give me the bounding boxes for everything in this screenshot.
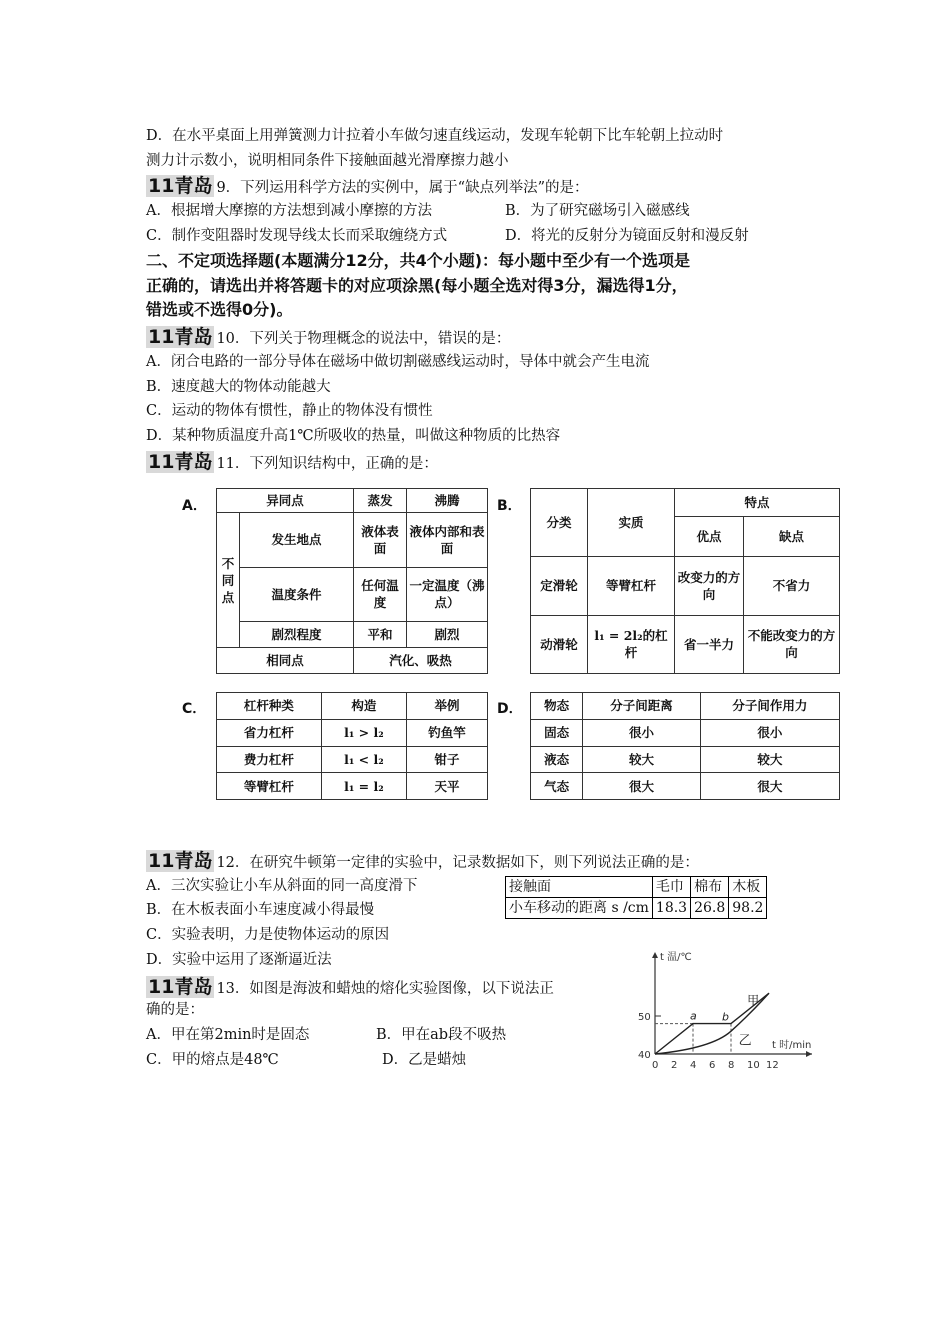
cell: 分子间距离 bbox=[583, 693, 701, 720]
q11-table-a-label: A． bbox=[182, 498, 207, 514]
point-label-a: a bbox=[690, 1009, 697, 1023]
cell: 分子间作用力 bbox=[700, 693, 839, 720]
cell: 剧烈程度 bbox=[240, 622, 354, 648]
q10-stem-text: 10．下列关于物理概念的说法中，错误的是： bbox=[216, 331, 511, 347]
q9-option-b: B．为了研究磁场引入磁感线 bbox=[505, 203, 690, 219]
q10-option-d: D．某种物质温度升高1℃所吸收的热量，叫做这种物质的比热容 bbox=[146, 428, 561, 444]
cell: 很大 bbox=[700, 773, 839, 800]
section2-heading-line2: 正确的，请选出并将答题卡的对应项涂黑(每小题全选对得3分，漏选得1分， bbox=[146, 276, 688, 295]
cell: 棉布 bbox=[691, 877, 729, 898]
cell: 木板 bbox=[729, 877, 767, 898]
q10-option-c: C．运动的物体有惯性，静止的物体没有惯性 bbox=[146, 403, 433, 419]
cell: 一定温度（沸点） bbox=[407, 567, 488, 622]
cell: 改变力的方向 bbox=[675, 557, 744, 616]
q11-table-d bbox=[530, 692, 840, 800]
q11-stem bbox=[146, 451, 438, 474]
cell: 实质 bbox=[588, 489, 675, 557]
cell: 举例 bbox=[406, 693, 487, 720]
cell: 等臂杠杆 bbox=[588, 557, 675, 616]
cell: l₁ > l₂ bbox=[321, 719, 406, 746]
cell: 发生地点 bbox=[240, 513, 354, 568]
q9-stem bbox=[146, 175, 589, 198]
cell: 较大 bbox=[583, 746, 701, 773]
q8-option-d-line2: 测力计示数小，说明相同条件下接触面越光滑摩擦力越小 bbox=[146, 153, 509, 169]
cell: 液体内部和表面 bbox=[407, 513, 488, 568]
cell: 钳子 bbox=[406, 746, 487, 773]
q10-option-b: B．速度越大的物体动能越大 bbox=[146, 379, 331, 395]
y-axis-arrow bbox=[652, 952, 658, 958]
x-tick-label: 10 bbox=[747, 1060, 760, 1071]
cell: 固态 bbox=[531, 719, 583, 746]
cell: 不能改变力的方向 bbox=[744, 615, 840, 674]
q12-stem-text: 12．在研究牛顿第一定律的实验中，记录数据如下，则下列说法正确的是： bbox=[216, 855, 699, 871]
q12-option-c: C．实验表明，力是使物体运动的原因 bbox=[146, 927, 390, 943]
cell: 温度条件 bbox=[240, 567, 354, 622]
cell: 不省力 bbox=[744, 557, 840, 616]
y-tick-label: 50 bbox=[638, 1012, 651, 1023]
q12-source-tag: 11青岛 bbox=[148, 850, 213, 872]
cell: 异同点 bbox=[217, 489, 354, 513]
q9-source-tag: 11青岛 bbox=[148, 175, 213, 197]
cell: l₁ = 2l₂的杠杆 bbox=[588, 615, 675, 674]
q9-option-c: C．制作变阻器时发现导线太长而采取缠绕方式 bbox=[146, 228, 448, 244]
x-tick-label: 2 bbox=[671, 1060, 678, 1071]
q9-option-a: A．根据增大摩擦的方法想到减小摩擦的方法 bbox=[146, 203, 432, 219]
cell: 不同点 bbox=[217, 513, 240, 648]
cell: 接触面 bbox=[506, 877, 653, 898]
q11-source-tag: 11青岛 bbox=[148, 451, 213, 473]
q10-stem bbox=[146, 326, 510, 349]
series-label-jia: 甲 bbox=[747, 993, 760, 1008]
y-tick-label: 40 bbox=[638, 1050, 651, 1061]
q13-option-b: B．甲在ab段不吸热 bbox=[376, 1027, 507, 1043]
q13-stem-text1: 13．如图是海波和蜡烛的熔化实验图像，以下说法正 bbox=[216, 981, 554, 997]
q10-option-a: A．闭合电路的一部分导体在磁场中做切割磁感线运动时，导体中就会产生电流 bbox=[146, 354, 650, 370]
q9-option-d: D．将光的反射分为镜面反射和漫反射 bbox=[505, 228, 749, 244]
q11-stem-text: 11．下列知识结构中，正确的是： bbox=[216, 456, 438, 472]
cell: 物态 bbox=[531, 693, 583, 720]
q13-option-a: A．甲在第2min时是固态 bbox=[146, 1027, 310, 1043]
cell: 构造 bbox=[321, 693, 406, 720]
q8-option-d-line1: D．在水平桌面上用弹簧测力计拉着小车做匀速直线运动，发现车轮朝下比车轮朝上拉动时 bbox=[146, 128, 724, 144]
q11-table-b bbox=[530, 488, 840, 674]
q11-table-c-label: C． bbox=[182, 701, 207, 717]
cell: 小车移动的距离 s /cm bbox=[506, 898, 653, 919]
cell: 气态 bbox=[531, 773, 583, 800]
cell: 费力杠杆 bbox=[217, 746, 322, 773]
x-tick-label: 6 bbox=[709, 1060, 716, 1071]
x-axis-arrow bbox=[806, 1051, 812, 1057]
q11-table-c bbox=[216, 692, 488, 800]
point-label-b: b bbox=[722, 1010, 729, 1024]
cell: 很小 bbox=[583, 719, 701, 746]
q12-stem bbox=[146, 850, 699, 873]
q9-stem-text: 9．下列运用科学方法的实例中，属于“缺点列举法”的是： bbox=[216, 180, 589, 196]
cell: 毛巾 bbox=[652, 877, 690, 898]
x-tick-label: 8 bbox=[728, 1060, 735, 1071]
cell: 很大 bbox=[583, 773, 701, 800]
melting-graph bbox=[630, 948, 820, 1078]
section2-heading-line3: 错选或不选得0分)。 bbox=[146, 300, 293, 319]
cell: 26.8 bbox=[691, 898, 729, 919]
cell: 98.2 bbox=[729, 898, 767, 919]
cell: 平和 bbox=[354, 622, 407, 648]
q10-source-tag: 11青岛 bbox=[148, 326, 213, 348]
cell: 分类 bbox=[531, 489, 588, 557]
x-axis-label: t 时/min bbox=[772, 1040, 812, 1051]
cell: 等臂杠杆 bbox=[217, 773, 322, 800]
cell: 特点 bbox=[675, 489, 840, 517]
y-axis-label: t 温/℃ bbox=[660, 952, 692, 963]
cell: 优点 bbox=[675, 517, 744, 557]
cell: 省力杠杆 bbox=[217, 719, 322, 746]
q13-stem bbox=[146, 976, 554, 999]
x-tick-label: 0 bbox=[652, 1060, 659, 1071]
q13-option-d: D．乙是蜡烛 bbox=[382, 1052, 467, 1068]
cell: 动滑轮 bbox=[531, 615, 588, 674]
q11-table-b-label: B． bbox=[497, 498, 522, 514]
q13-option-c: C．甲的熔点是48℃ bbox=[146, 1052, 279, 1068]
cell: 定滑轮 bbox=[531, 557, 588, 616]
cell: 18.3 bbox=[652, 898, 690, 919]
q12-data-table bbox=[505, 876, 767, 919]
series-label-yi: 乙 bbox=[738, 1033, 752, 1049]
q11-table-a bbox=[216, 488, 488, 674]
cell: 省一半力 bbox=[675, 615, 744, 674]
cell: 缺点 bbox=[744, 517, 840, 557]
q12-option-a: A．三次实验让小车从斜面的同一高度滑下 bbox=[146, 878, 418, 894]
cell: 杠杆种类 bbox=[217, 693, 322, 720]
q12-option-d: D．实验中运用了逐渐逼近法 bbox=[146, 952, 332, 968]
cell: 很小 bbox=[700, 719, 839, 746]
section2-heading-line1: 二、不定项选择题(本题满分12分，共4个小题)：每小题中至少有一个选项是 bbox=[146, 251, 691, 270]
q12-option-b: B．在木板表面小车速度减小得最慢 bbox=[146, 902, 375, 918]
cell: 相同点 bbox=[217, 648, 354, 674]
cell: l₁ < l₂ bbox=[321, 746, 406, 773]
x-tick-label: 12 bbox=[766, 1060, 779, 1071]
cell: 汽化、吸热 bbox=[354, 648, 488, 674]
cell: 钓鱼竿 bbox=[406, 719, 487, 746]
cell: 液态 bbox=[531, 746, 583, 773]
q13-source-tag: 11青岛 bbox=[148, 976, 213, 998]
q11-table-d-label: D． bbox=[497, 701, 523, 717]
cell: 任何温度 bbox=[354, 567, 407, 622]
cell: l₁ = l₂ bbox=[321, 773, 406, 800]
cell: 较大 bbox=[700, 746, 839, 773]
cell: 蒸发 bbox=[354, 489, 407, 513]
cell: 剧烈 bbox=[407, 622, 488, 648]
cell: 沸腾 bbox=[407, 489, 488, 513]
cell: 液体表面 bbox=[354, 513, 407, 568]
cell: 天平 bbox=[406, 773, 487, 800]
q13-stem-line2: 确的是： bbox=[146, 1002, 204, 1018]
x-tick-label: 4 bbox=[690, 1060, 697, 1071]
